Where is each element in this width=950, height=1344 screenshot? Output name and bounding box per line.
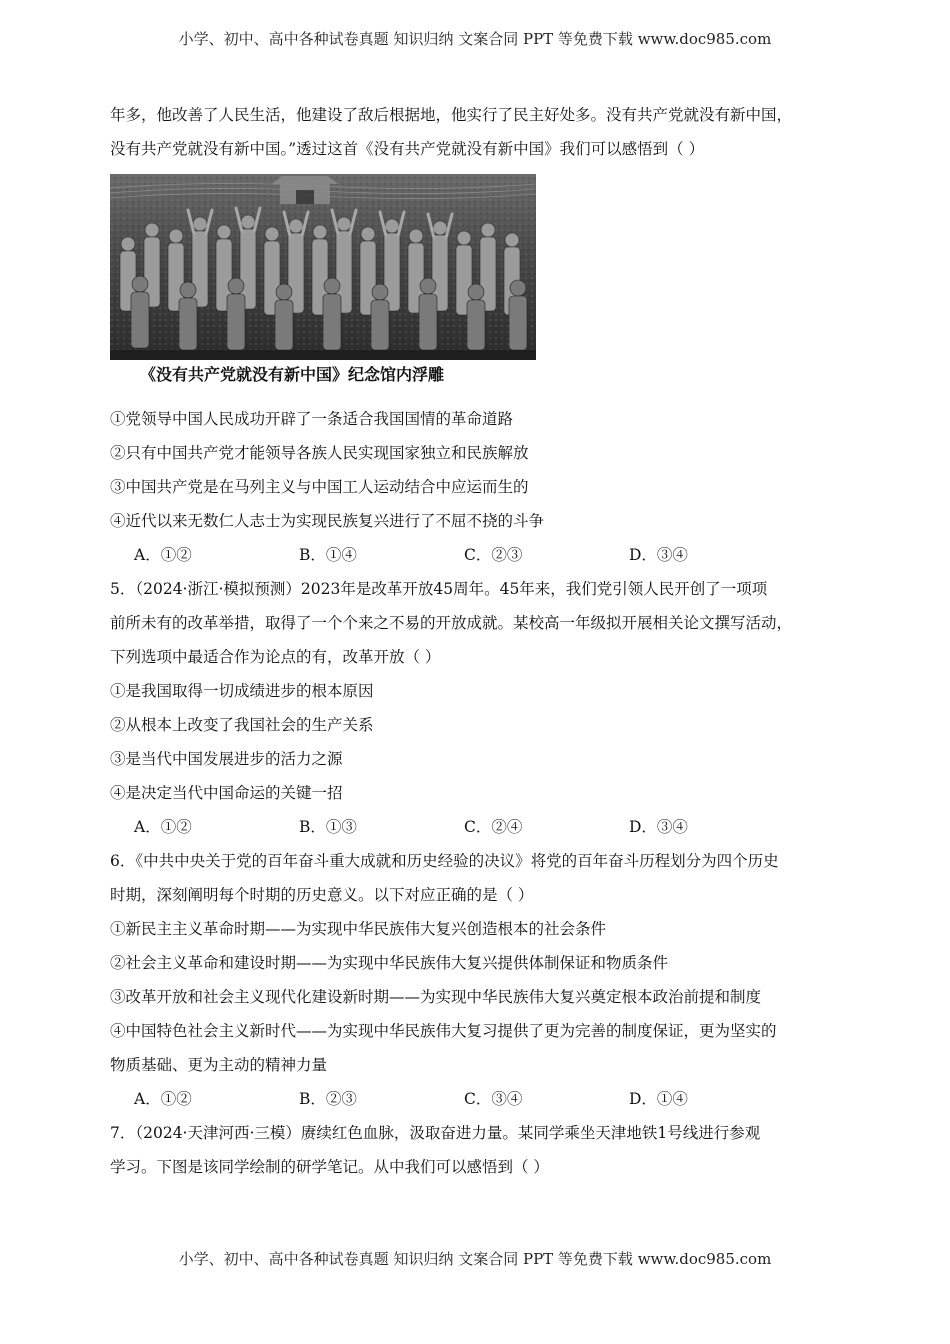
q5-stem-line: 前所未有的改革举措，取得了一个个来之不易的开放成就。某校高一年级拟开展相关论文撰写活动， <box>110 614 793 632</box>
q7-stem-line: 7．（2024·天津河西·三模）赓续红色血脉，汲取奋进力量。某同学乘坐天津地铁1号线进行参观 <box>110 1124 761 1142</box>
q7-stem-line: 学习。下图是该同学绘制的研学笔记。从中我们可以感悟到（ ） <box>110 1158 549 1176</box>
q4-stem-line: 年多，他改善了人民生活，他建设了敌后根据地，他实行了民主好处多。没有共产党就没有新中国， <box>110 106 793 124</box>
question-7 <box>110 1116 842 1184</box>
image-caption: 《没有共产党就没有新中国》纪念馆内浮雕 <box>140 365 445 384</box>
q6-item-4: ④中国特色社会主义新时代——为实现中华民族伟大复习提供了更为完善的制度保证，更为坚实的 <box>110 1022 777 1040</box>
q5-options <box>110 810 842 844</box>
q6-option-c[interactable]: C．③④ <box>464 1090 523 1108</box>
q4-item-1: ①党领导中国人民成功开辟了一条适合我国国情的革命道路 <box>110 410 514 428</box>
page-footer: 小学、初中、高中各种试卷真题 知识归纳 文案合同 PPT 等免费下载 www.doc985.com <box>178 1250 772 1268</box>
q4-stem-line: 没有共产党就没有新中国。”透过这首《没有共产党就没有新中国》我们可以感悟到（ ） <box>110 140 705 158</box>
q5-item-4: ④是决定当代中国命运的关键一招 <box>110 784 343 802</box>
q6-option-b[interactable]: B．②③ <box>299 1090 357 1108</box>
q6-item-4-cont: 物质基础、更为主动的精神力量 <box>110 1056 328 1074</box>
q6-option-d[interactable]: D．①④ <box>629 1090 688 1108</box>
q4-option-b[interactable]: B．①④ <box>299 546 357 564</box>
exam-content <box>110 98 842 1184</box>
q4-option-c[interactable]: C．②③ <box>464 546 523 564</box>
q4-option-a[interactable]: A．①② <box>134 546 192 564</box>
q4-item-2: ②只有中国共产党才能领导各族人民实现国家独立和民族解放 <box>110 444 529 462</box>
question-5 <box>110 572 842 844</box>
question-4 <box>110 98 842 572</box>
q5-item-1: ①是我国取得一切成绩进步的根本原因 <box>110 682 374 700</box>
relief-sculpture-image <box>110 174 536 360</box>
q5-option-a[interactable]: A．①② <box>134 818 192 836</box>
page-header: 小学、初中、高中各种试卷真题 知识归纳 文案合同 PPT 等免费下载 www.doc985.com <box>178 30 772 48</box>
q6-option-a[interactable]: A．①② <box>134 1090 192 1108</box>
q4-item-3: ③中国共产党是在马列主义与中国工人运动结合中应运而生的 <box>110 478 529 496</box>
q4-option-d[interactable]: D．③④ <box>629 546 688 564</box>
q6-options <box>110 1082 842 1116</box>
q5-option-c[interactable]: C．②④ <box>464 818 523 836</box>
q6-stem-line: 6．《中共中央关于党的百年奋斗重大成就和历史经验的决议》将党的百年奋斗历程划分为四个历史 <box>110 852 779 870</box>
q5-option-b[interactable]: B．①③ <box>299 818 357 836</box>
q4-item-4: ④近代以来无数仁人志士为实现民族复兴进行了不屈不挠的斗争 <box>110 512 545 530</box>
q5-option-d[interactable]: D．③④ <box>629 818 688 836</box>
question-6 <box>110 844 842 1116</box>
q4-options <box>110 538 842 572</box>
q5-item-3: ③是当代中国发展进步的活力之源 <box>110 750 343 768</box>
q5-stem-line: 下列选项中最适合作为论点的有，改革开放（ ） <box>110 648 441 666</box>
q5-item-2: ②从根本上改变了我国社会的生产关系 <box>110 716 374 734</box>
q6-item-2: ②社会主义革命和建设时期——为实现中华民族伟大复兴提供体制保证和物质条件 <box>110 954 669 972</box>
q6-stem-line: 时期，深刻阐明每个时期的历史意义。以下对应正确的是（ ） <box>110 886 534 904</box>
q5-stem-line: 5．（2024·浙江·模拟预测）2023年是改革开放45周年。45年来，我们党引领人民开创了一项项 <box>110 580 768 598</box>
q6-item-1: ①新民主主义革命时期——为实现中华民族伟大复兴创造根本的社会条件 <box>110 920 607 938</box>
q6-item-3: ③改革开放和社会主义现代化建设新时期——为实现中华民族伟大复兴奠定根本政治前提和制度 <box>110 988 762 1006</box>
